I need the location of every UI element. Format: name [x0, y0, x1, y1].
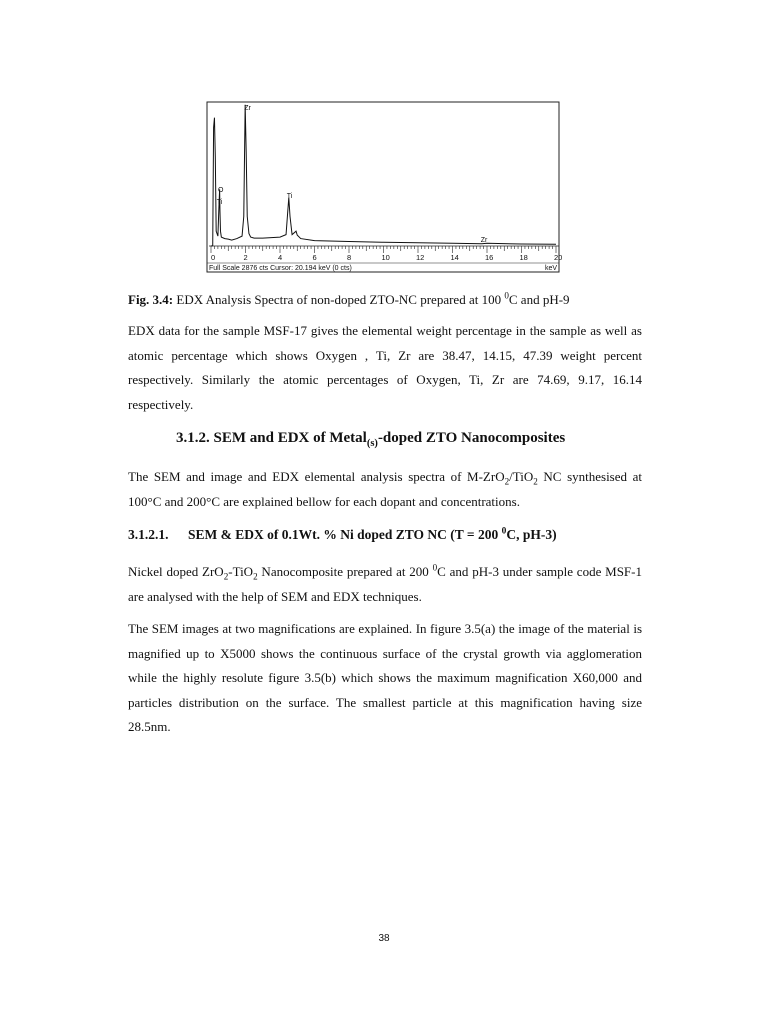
- section-heading-3-1-2: [176, 430, 565, 447]
- p3-text-c: Nanocomposite prepared at 200: [257, 564, 433, 579]
- peak-annotations: [217, 105, 488, 244]
- heading-text-a: 3.1.2. SEM and EDX of Metal: [176, 430, 367, 446]
- x-tick-label: 2: [243, 253, 248, 262]
- x-tick-label: 8: [347, 253, 352, 262]
- peak-label-o: O: [217, 187, 224, 194]
- paragraph-edx-data: EDX data for the sample MSF-17 gives the elemental weight percentage in the sample as well as atomic percentage which shows Oxygen , Ti, Zr are 38.47, 14.15, 47.39 weight percent respectively. Similarly the atomic percentages of Oxygen, Ti, Zr are 74.69, 9.17, 16.14 respectively.: [128, 323, 642, 412]
- spectrum-line: [211, 105, 556, 246]
- x-axis-ticks: [211, 246, 556, 253]
- x-tick-label: 10: [381, 253, 390, 262]
- p3-text-a: Nickel doped ZrO: [128, 564, 224, 579]
- caption-sup: 0: [504, 290, 509, 301]
- caption-text-1: EDX Analysis Spectra of non-doped ZTO-NC prepared at 100: [173, 292, 505, 307]
- p3-text-b: -TiO: [228, 564, 254, 579]
- heading4-text-a: SEM & EDX of 0.1Wt. % Ni doped ZTO NC (T = 200: [188, 527, 502, 542]
- figure-caption: [128, 291, 642, 309]
- p2-sub-1: 2: [504, 476, 510, 487]
- caption-label: Fig. 3.4:: [128, 292, 174, 307]
- peak-label-zr: Zr: [480, 237, 488, 244]
- p2-text-c: NC synthesised at 100°C and 200°C are explained bellow for each dopant and concentrations.: [128, 469, 642, 509]
- x-tick-label: 20: [554, 253, 563, 262]
- x-tick-label: 14: [450, 253, 459, 262]
- x-tick-label: 18: [519, 253, 528, 262]
- x-tick-label: 16: [485, 253, 494, 262]
- heading-sub: (s): [366, 438, 378, 449]
- caption-text-2: C and pH-9: [508, 292, 570, 307]
- peak-label-zr: Zr: [244, 105, 251, 112]
- paragraph-intro-dopants: [128, 465, 642, 514]
- p3-sub-1: 2: [223, 571, 229, 582]
- x-tick-label: 4: [278, 253, 283, 262]
- paragraph-nickel-doped: [128, 560, 642, 609]
- x-axis-tick-labels: [211, 253, 562, 262]
- status-right: keV: [544, 265, 557, 272]
- status-left: Full Scale 2876 cts Cursor: 20.194 keV (0 cts): [209, 265, 352, 272]
- x-tick-label: 6: [312, 253, 317, 262]
- edx-spectrum-chart: [205, 100, 561, 274]
- x-tick-label: 0: [211, 253, 216, 262]
- p3-sup: 0: [432, 562, 438, 573]
- heading-text-b: -doped ZTO Nanocomposites: [377, 430, 566, 446]
- p2-text-b: /TiO: [509, 469, 534, 484]
- p3-sub-2: 2: [253, 571, 258, 582]
- heading4-sup: 0: [501, 526, 507, 537]
- paragraph-sem-images: The SEM images at two magnifications are explained. In figure 3.5(a) the image of the material is magnified up to X5000 shows the continuous surface of the crystal growth via agglomeration while the highly resolute figure 3.5(b) which shows the maximum magnification X60,000 and particles distribution on the surface. The smallest particle at this magnification having size 28.5nm.: [128, 621, 642, 734]
- p3-text-d: C and pH-3 under sample code MSF-1 are analysed with the help of SEM and EDX techniques.: [128, 564, 642, 604]
- section-heading-3-1-2-1: [128, 527, 557, 543]
- p2-sub-2: 2: [533, 476, 538, 487]
- page-number: 38: [378, 933, 390, 944]
- peak-label-ti: Ti: [286, 193, 293, 200]
- x-tick-label: 12: [416, 253, 425, 262]
- heading-number: 3.1.2.1.: [128, 527, 169, 542]
- p2-text-a: The SEM and image and EDX elemental analysis spectra of M-ZrO: [128, 469, 505, 484]
- chart-frame: [207, 102, 559, 272]
- peak-label-ti: Ti: [216, 199, 223, 206]
- heading4-text-b: C, pH-3): [506, 527, 557, 542]
